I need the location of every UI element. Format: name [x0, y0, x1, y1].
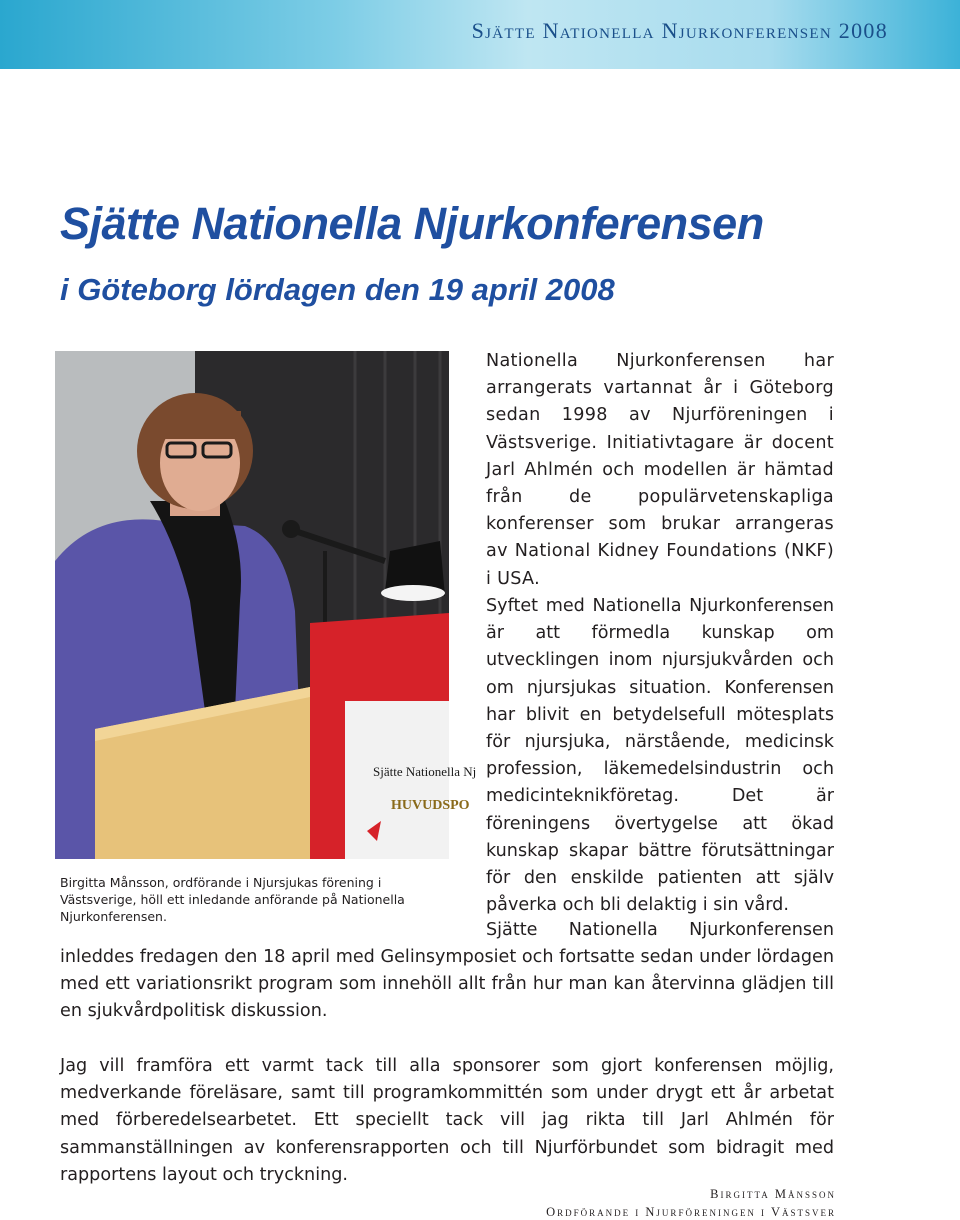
paragraph-3-start: Sjätte Nationella Njurkonferensen: [486, 920, 834, 940]
speaker-photo: [55, 351, 477, 859]
paragraph-4: Jag vill framföra ett varmt tack till alla sponsorer som gjort konferensen möjlig, medverkande föreläsare, samt till programkommittén som under drygt ett år arbetat med förberedelsearbetet. Ett speciellt tack vill jag rikta till Jarl Ahlmén för sammanställningen av konferensrapporten och till Njurförbundet som bidragit med rapportens layout och tryckning.: [60, 1056, 834, 1185]
header-band: [0, 0, 960, 69]
podium-sign-line1: Sjätte Nationella Nj: [373, 764, 477, 779]
running-title: Sjätte Nationella Njurkonferensen 2008: [471, 18, 888, 43]
paragraph-3-rest: inleddes fredagen den 18 april med Gelinsymposiet och fortsatte sedan under lördagen med ett variationsrikt program som innehöll allt från hur man kan återvinna glädjen till en sjukvårdpolitisk diskussion.: [60, 947, 834, 1022]
article-subtitle: i Göteborg lördagen den 19 april 2008: [60, 272, 615, 307]
paragraph-2: Syftet med Nationella Njurkonferensen är att förmedla kunskap om utvecklingen inom njursjukvården och om njursjukas situation. Konferensen har blivit en betydelsefull mötesplats för njursjuka, närstående, medicinsk profession, läkemedelsindustrin och medicinteknikföretag. Det är föreningens övertygelse att ökad kunskap skapar bättre förutsättningar för den enskilde patienten att själv påverka och bli delaktig i sin vård.: [486, 596, 834, 916]
photo-caption: Birgitta Månsson, ordförande i Njursjukas förening i Västsverige, höll ett inledande anförande på Nationella Njurkonferensen.: [60, 875, 405, 924]
signature-role: Ordförande i Njurföreningen i Västsver: [546, 1205, 836, 1219]
paragraph-1: Nationella Njurkonferensen har arrangerats vartannat år i Göteborg sedan 1998 av Njurföreningen i Västsverige. Initiativtagare är docent Jarl Ahlmén och modellen är hämtad från de populärvetenskapliga konferenser som brukar arrangeras av National Kidney Foundations (NKF) i USA.: [486, 351, 834, 589]
signature-name: Birgitta Månsson: [710, 1187, 836, 1201]
podium-sign-line2: HUVUDSPO: [391, 798, 470, 813]
article-title: Sjätte Nationella Njurkonferensen: [60, 198, 764, 249]
